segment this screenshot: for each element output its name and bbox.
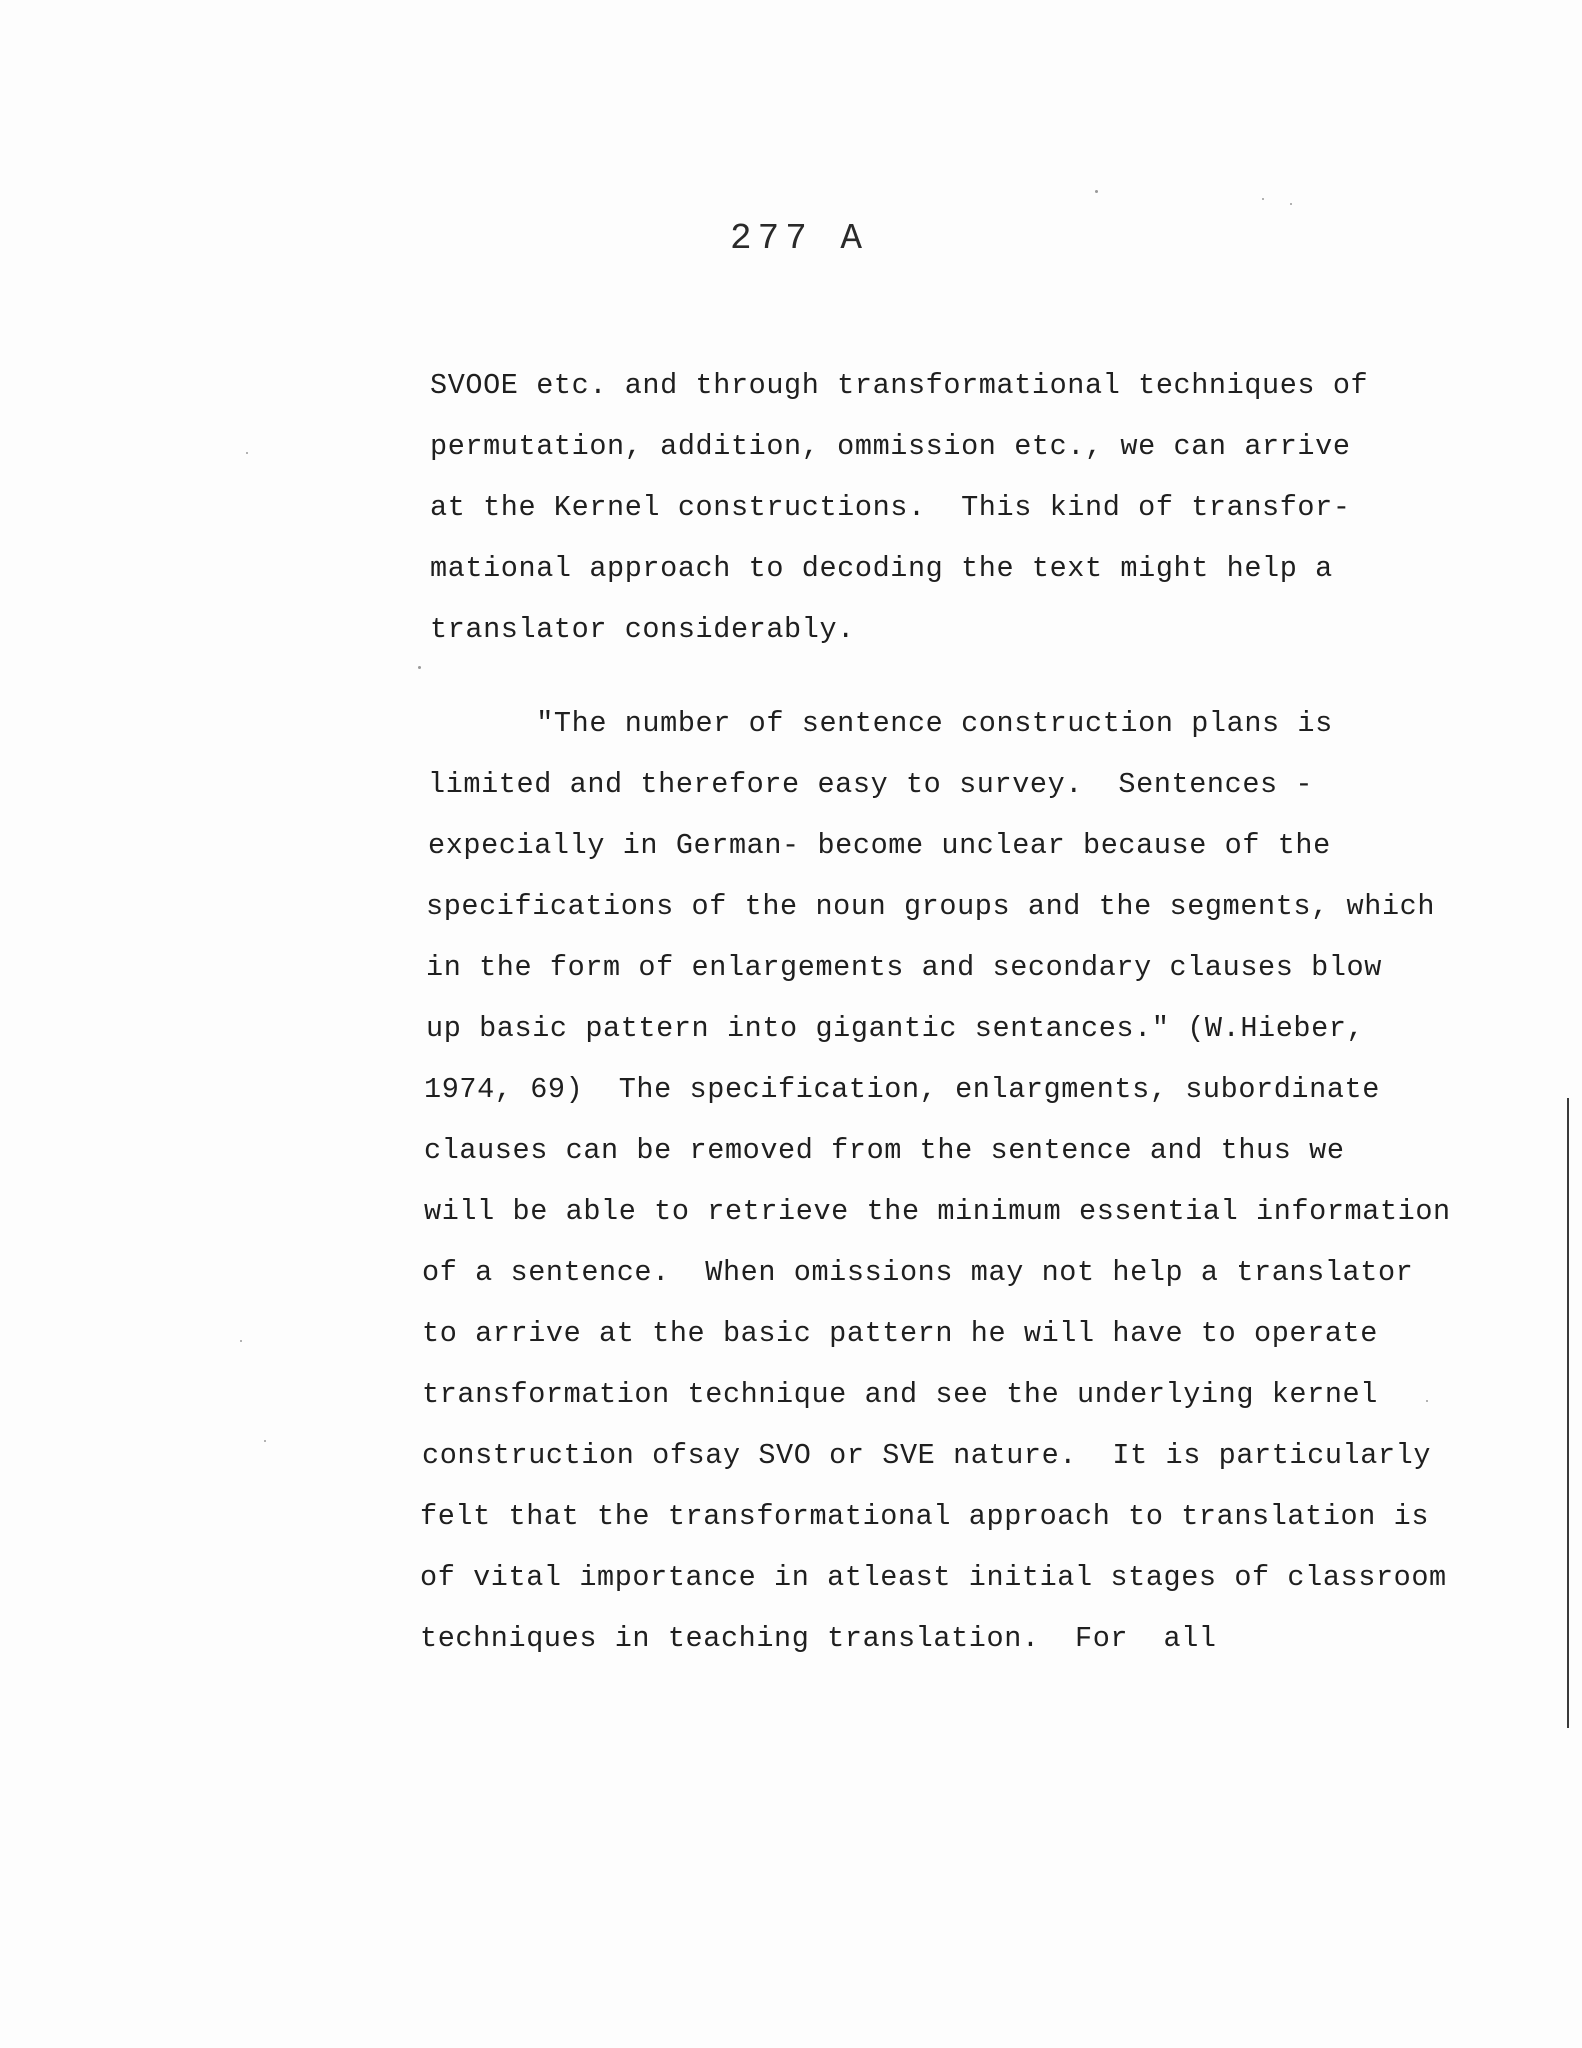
margin-line: [1567, 1098, 1569, 1728]
text-line: SVOOE etc. and through transformational techniques of: [430, 369, 1369, 402]
text-line: of a sentence. When omissions may not help a translator: [422, 1256, 1414, 1289]
text-line: felt that the transformational approach to translation is: [420, 1500, 1430, 1533]
scan-speck: [1262, 198, 1264, 200]
text-line: "The number of sentence construction plans is: [430, 707, 1333, 740]
text-line: techniques in teaching translation. For all: [420, 1622, 1217, 1655]
text-line: in the form of enlargements and secondary clauses blow: [426, 951, 1382, 984]
text-line: to arrive at the basic pattern he will have to operate: [422, 1317, 1378, 1350]
scan-speck: [418, 666, 421, 669]
text-line: limited and therefore easy to survey. Sentences -: [428, 768, 1314, 801]
text-line: mational approach to decoding the text might help a: [430, 552, 1333, 585]
text-line: transformation technique and see the underlying kernel: [422, 1378, 1378, 1411]
scan-speck: [264, 1440, 266, 1442]
scan-speck: [1290, 203, 1292, 205]
text-line: expecially in German- become unclear because of the: [428, 829, 1331, 862]
text-line: specifications of the noun groups and the segments, which: [426, 890, 1436, 923]
page-number: 277 A: [730, 218, 869, 259]
text-line: clauses can be removed from the sentence and thus we: [424, 1134, 1345, 1167]
text-line: at the Kernel constructions. This kind of transfor-: [430, 491, 1351, 524]
text-line: up basic pattern into gigantic sentances." (W.Hieber,: [426, 1012, 1365, 1045]
scan-speck: [240, 1340, 242, 1342]
scan-speck: [1095, 190, 1098, 193]
text-line: of vital importance in atleast initial stages of classroom: [420, 1561, 1447, 1594]
text-line: construction ofsay SVO or SVE nature. It is particularly: [422, 1439, 1432, 1472]
text-line: translator considerably.: [430, 613, 855, 646]
text-line: permutation, addition, ommission etc., we can arrive: [430, 430, 1351, 463]
scan-speck: [246, 452, 248, 454]
text-line: will be able to retrieve the minimum essential information: [424, 1195, 1451, 1228]
text-line: 1974, 69) The specification, enlargments, subordinate: [424, 1073, 1380, 1106]
scan-speck: [1426, 1400, 1428, 1402]
